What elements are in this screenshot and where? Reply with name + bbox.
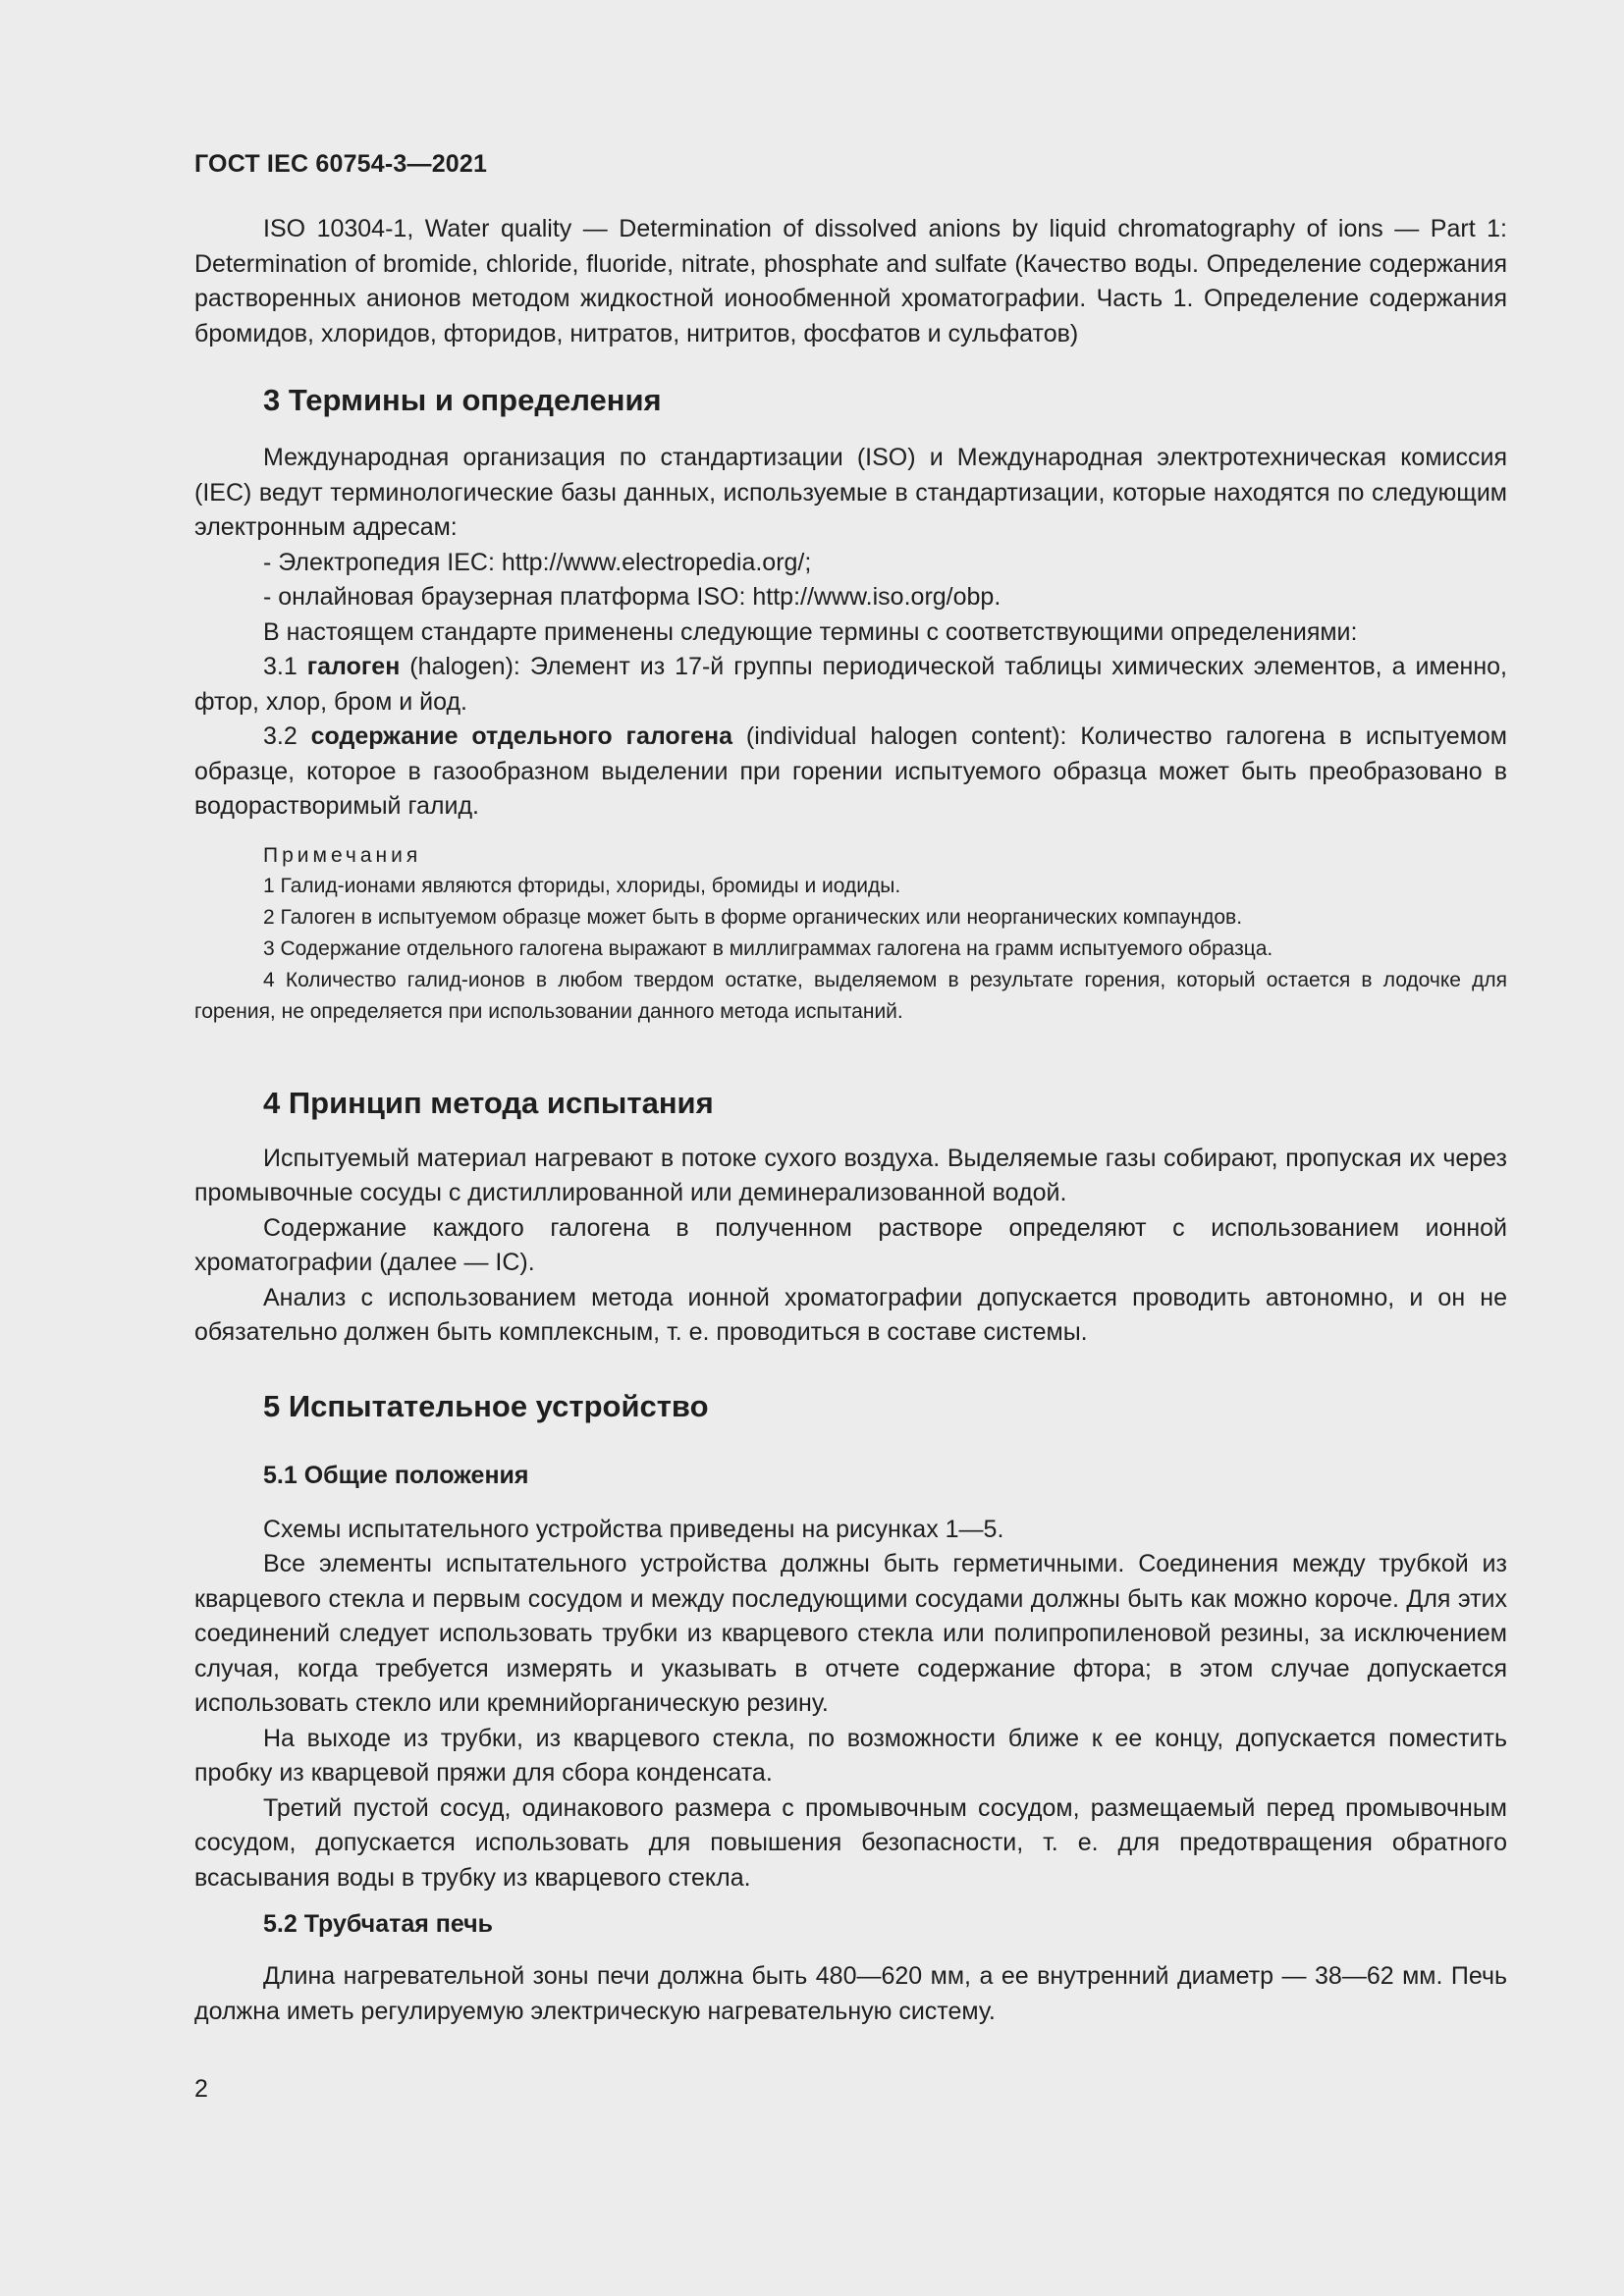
subsection-5-2-paragraph: Длина нагревательной зоны печи должна быть 480—620 мм, а ее внутренний диаметр — 38—62 мм. Печь должна иметь регулируемую электрическую нагревательную систему. xyxy=(194,1962,1507,2025)
note-item: 2 Галоген в испытуемом образце может быть в форме органических или неорганических компаундов. xyxy=(263,905,1243,929)
note-item: 1 Галид-ионами являются фториды, хлориды, бромиды и иодиды. xyxy=(263,874,901,897)
term-3-1-definition: (halogen): Элемент из 17-й группы периодической таблицы химических элементов, а именно, фтор, хлор, бром и йод. xyxy=(194,653,1507,716)
term-3-1 xyxy=(194,650,1507,720)
section-4-title: 4 Принцип метода испытания xyxy=(263,1085,714,1120)
section-4-paragraph: Испытуемый материал нагревают в потоке сухого воздуха. Выделяемые газы собирают, пропуская их через промывочные сосуды с дистиллированной или деминерализованной водой. xyxy=(194,1144,1507,1206)
note-item: 3 Содержание отдельного галогена выражают в миллиграммах галогена на грамм испытуемого образца. xyxy=(263,936,1273,960)
intro-reference-paragraph: ISO 10304-1, Water quality — Determination of dissolved anions by liquid chromatography of ions — Part 1: Determination of bromide, chloride, fluoride, nitrate, phosphate and sulfate (Качество воды. Определение содержания растворенных анионов методом жидкостной ионообменной хроматографии. Часть 1. Определение содержания бромидов, хлоридов, фторидов, нитратов, нитритов, фосфатов и сульфатов) xyxy=(194,215,1507,347)
notes-heading: Примечания xyxy=(263,843,422,867)
term-3-1-number: 3.1 xyxy=(263,653,307,680)
note-item: 4 Количество галид-ионов в любом твердом остатке, выделяемом в результате горения, который остается в лодочке для горения, не определяется при использовании данного метода испытаний. xyxy=(194,968,1507,1023)
term-3-1-name: галоген xyxy=(306,653,401,680)
subsection-5-1-paragraph: Третий пустой сосуд, одинакового размера с промывочным сосудом, размещаемый перед промывочным сосудом, допускается использовать для повышения безопасности, т. е. для предотвращения обратного всасывания воды в трубку из кварцевого стекла. xyxy=(194,1793,1507,1892)
subsection-5-1-paragraph: На выходе из трубки, из кварцевого стекла, по возможности ближе к ее концу, допускается поместить пробку из кварцевой пряжи для сбора конденсата. xyxy=(194,1724,1507,1787)
subsection-5-2-title: 5.2 Трубчатая печь xyxy=(263,1910,494,1938)
term-3-2-definition: (individual halogen content): Количество галогена в испытуемом образце, которое в газообразном выделении при горении испытуемого образца может быть преобразовано в водорастворимый галид. xyxy=(194,722,1507,820)
document-code-header: ГОСТ IEC 60754-3—2021 xyxy=(194,150,488,178)
section-4-paragraph: Содержание каждого галогена в полученном растворе определяют с использованием ионной хроматографии (далее — IC). xyxy=(194,1213,1507,1276)
subsection-5-1-title: 5.1 Общие положения xyxy=(263,1461,529,1489)
document-page xyxy=(194,147,1507,2029)
link-iso-obp: - онлайновая браузерная платформа ISO: http://www.iso.org/obp. xyxy=(263,583,1001,611)
page-number: 2 xyxy=(194,2075,208,2103)
section-3-intro: Международная организация по стандартизации (ISO) и Международная электротехническая комиссия (IEC) ведут терминологические базы данных, используемые в стандартизации, которые находятся по следующим электронным адресам: xyxy=(194,444,1507,541)
notes-block xyxy=(194,841,1507,1028)
terms-intro: В настоящем стандарте применены следующие термины с соответствующими определениями: xyxy=(263,617,1358,646)
term-3-2 xyxy=(194,720,1507,825)
link-electropedia: - Электропедия IEC: http://www.electropedia.org/; xyxy=(263,548,812,576)
subsection-5-1-paragraph: Схемы испытательного устройства приведены на рисунках 1—5. xyxy=(263,1515,1004,1543)
section-4-paragraph: Анализ с использованием метода ионной хроматографии допускается проводить автономно, и он не обязательно должен быть комплексным, т. е. проводиться в составе системы. xyxy=(194,1283,1507,1346)
term-3-2-name: содержание отдельного галогена xyxy=(310,722,733,750)
subsection-5-1-paragraph: Все элементы испытательного устройства должны быть герметичными. Соединения между трубкой из кварцевого стекла и первым сосудом и между последующими сосудами должны быть как можно короче. Для этих соединений следует использовать трубки из кварцевого стекла или полипропиленовой резины, за исключением случая, когда требуется измерять и указывать в отчете содержание фтора; в этом случае допускается использовать стекло или кремнийорганическую резину. xyxy=(194,1550,1507,1717)
term-3-2-number: 3.2 xyxy=(263,722,311,750)
section-5-title: 5 Испытательное устройство xyxy=(263,1388,709,1423)
section-3-title: 3 Термины и определения xyxy=(263,383,662,417)
